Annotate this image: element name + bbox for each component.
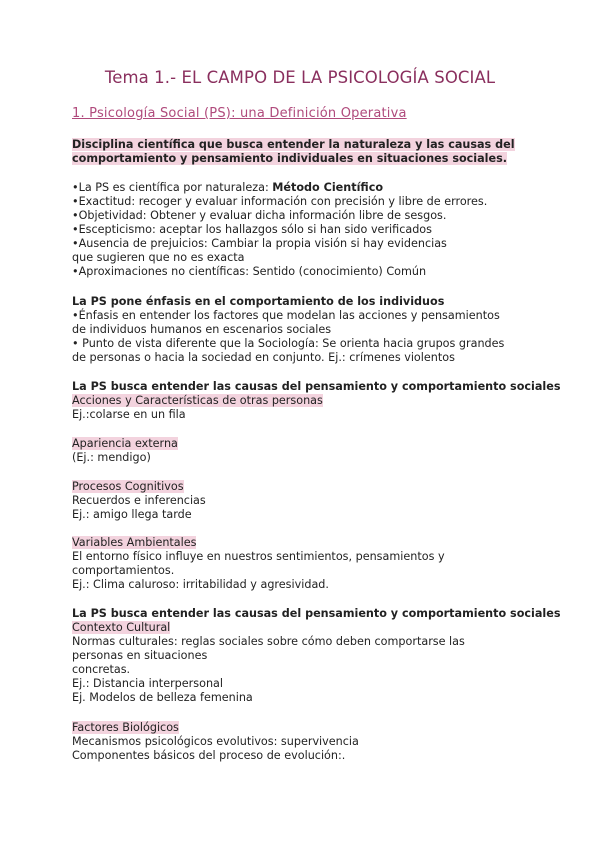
science-line-1: •La PS es científica por naturaleza: Método Científico	[72, 181, 384, 194]
subtopic-line: Ej.:colarse en un fila	[72, 408, 186, 421]
subtopic-label: Factores Biológicos	[72, 721, 179, 734]
emphasis-line: de individuos humanos en escenarios sociales	[72, 323, 332, 336]
subtopic-label: Procesos Cognitivos	[72, 480, 184, 493]
definition-line-1: Disciplina científica que busca entender la naturaleza y las causas del	[72, 138, 515, 151]
subtopic-line: El entorno físico influye en nuestros sentimientos, pensamientos y	[72, 550, 445, 563]
subtopic-label: Apariencia externa	[72, 437, 178, 450]
science-line: •Escepticismo: aceptar los hallazgos sólo si han sido verificados	[72, 223, 432, 236]
subtopic-label: Acciones y Características de otras personas	[72, 394, 323, 407]
subtopic-line: Ej.: Distancia interpersonal	[72, 677, 223, 690]
subtopic-line: Mecanismos psicológicos evolutivos: supervivencia	[72, 735, 359, 748]
subtopic-line: Ej.: Clima caluroso: irritabilidad y agresividad.	[72, 578, 329, 591]
subtopic-line: concretas.	[72, 663, 131, 676]
definition-line-2: comportamiento y pensamiento individuales en situaciones sociales.	[72, 152, 508, 165]
science-line: •Exactitud: recoger y evaluar información con precisión y libre de errores.	[72, 195, 488, 208]
science-line: •Objetividad: Obtener y evaluar dicha información libre de sesgos.	[72, 209, 447, 222]
subtopic-line: Recuerdos e inferencias	[72, 494, 206, 507]
subtopic-line: Ej.: amigo llega tarde	[72, 508, 192, 521]
subtopic-label: Variables Ambientales	[72, 536, 197, 549]
science-line: •Ausencia de prejuicios: Cambiar la propia visión si hay evidencias	[72, 237, 447, 250]
page-title: Tema 1.- EL CAMPO DE LA PSICOLOGÍA SOCIAL	[104, 68, 496, 87]
subtopic-line: Componentes básicos del proceso de evolución:.	[72, 749, 346, 762]
science-line: que sugieren que no es exacta	[72, 251, 245, 264]
section-heading: 1. Psicología Social (PS): una Definición Operativa	[72, 106, 407, 121]
emphasis-line: de personas o hacia la sociedad en conjunto. Ej.: crímenes violentos	[72, 351, 455, 364]
subtopic-line: (Ej.: mendigo)	[72, 451, 151, 464]
science-line: •Aproximaciones no científicas: Sentido (conocimiento) Común	[72, 265, 427, 278]
emphasis-line: •Énfasis en entender los factores que modelan las acciones y pensamientos	[72, 309, 500, 322]
subtopic-line: personas en situaciones	[72, 649, 208, 662]
emphasis-line: • Punto de vista diferente que la Sociología: Se orienta hacia grupos grandes	[72, 337, 505, 350]
causes-heading-2: La PS busca entender las causas del pensamiento y comportamiento sociales	[72, 607, 561, 620]
subtopic-line: comportamientos.	[72, 564, 175, 577]
subtopic-label: Contexto Cultural	[72, 621, 171, 634]
causes-heading-1: La PS busca entender las causas del pensamiento y comportamiento sociales	[72, 380, 561, 393]
subtopic-line: Ej. Modelos de belleza femenina	[72, 691, 253, 704]
emphasis-heading: La PS pone énfasis en el comportamiento de los individuos	[72, 295, 445, 308]
subtopic-line: Normas culturales: reglas sociales sobre cómo deben comportarse las	[72, 635, 465, 648]
